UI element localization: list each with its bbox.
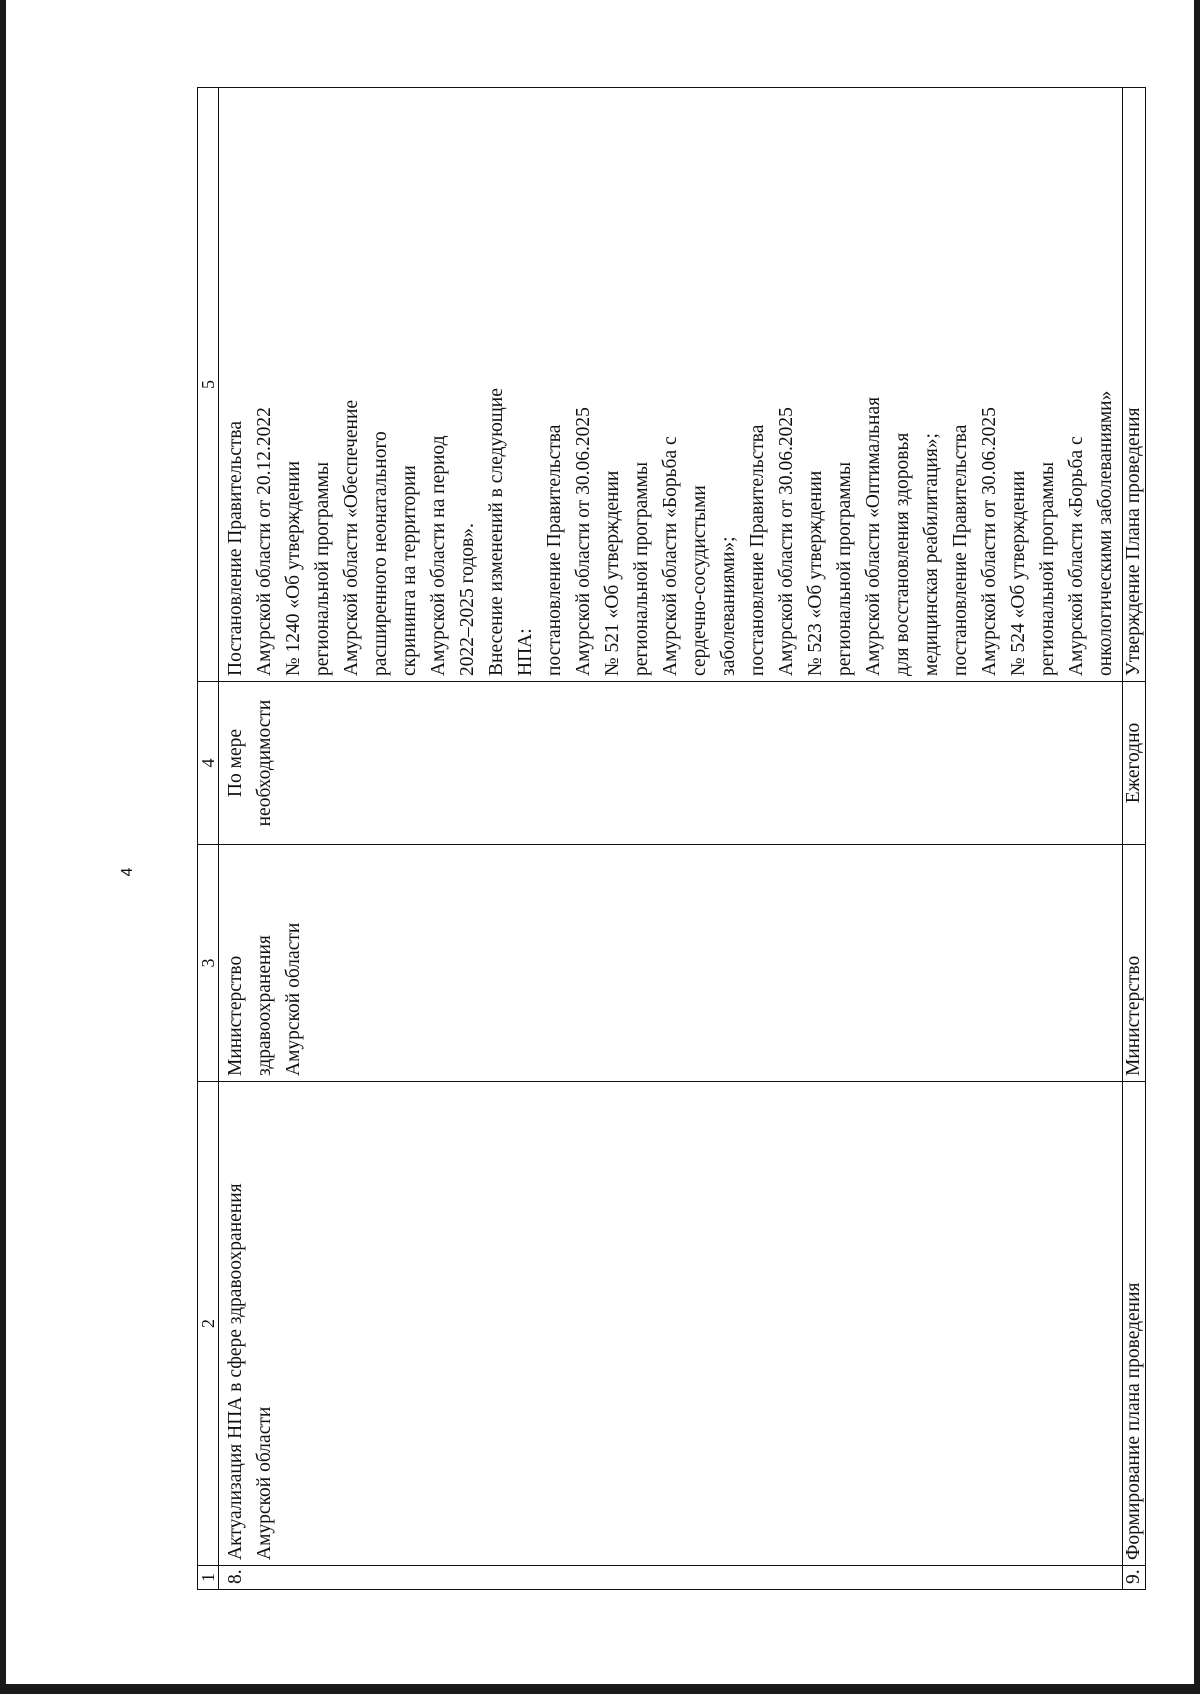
result-line: сердечно-сосудистыми	[689, 485, 710, 676]
header-cell-2: 2	[198, 1082, 219, 1566]
executor-line: здравоохранения	[254, 935, 275, 1076]
scan-edge-left	[0, 0, 6, 1694]
result-line: Амурской области от 30.06.2025	[573, 407, 594, 676]
result-line: № 523 «Об утверждении	[805, 470, 826, 676]
result-line: региональной программы	[631, 461, 652, 676]
header-cell-3: 3	[198, 845, 219, 1082]
result-line: Амурской области от 20.12.2022	[254, 407, 275, 676]
result-line: онкологическими заболеваниями»	[1095, 390, 1116, 676]
result-line: Амурской области «Оптимальная	[863, 396, 884, 676]
result-line: Амурской области «Борьба с	[1066, 436, 1087, 676]
result-line: региональной программы	[834, 461, 855, 676]
executor-line: Министерство	[225, 955, 246, 1076]
activity-cell: Формирование плана проведения	[1123, 1082, 1146, 1566]
executor-line: Амурской области	[283, 922, 304, 1076]
result-line: Постановление Правительства	[225, 420, 246, 676]
executor-cell	[219, 845, 1123, 1082]
table-header-row	[198, 88, 219, 1590]
table-row	[219, 88, 1123, 1590]
header-cell-1: 1	[198, 1566, 219, 1590]
executor-cell: Министерство	[1123, 845, 1146, 1082]
row-number: 8.	[219, 1566, 1123, 1590]
result-line: региональной программы	[312, 461, 333, 676]
scan-edge-bottom	[0, 1684, 1200, 1694]
result-line: Амурской области от 30.06.2025	[979, 407, 1000, 676]
row-number: 9.	[1123, 1566, 1146, 1590]
deadline-line: По мере	[225, 728, 246, 798]
result-line: постановление Правительства	[747, 424, 768, 676]
result-line: № 524 «Об утверждении	[1008, 470, 1029, 676]
result-line: 2022–2025 годов».	[457, 523, 478, 676]
scan-edge-right	[1194, 0, 1200, 1694]
result-line: скрининга на территории	[399, 465, 420, 676]
table-row	[1123, 88, 1146, 1590]
result-line: для восстановления здоровья	[892, 432, 913, 676]
result-line: Внесение изменений в следующие	[486, 388, 507, 676]
activity-line: Амурской области	[254, 1406, 275, 1560]
result-line: НПА:	[515, 628, 536, 676]
result-line: № 521 «Об утверждении	[602, 470, 623, 676]
header-cell-4: 4	[198, 682, 219, 845]
result-line: № 1240 «Об утверждении	[283, 460, 304, 676]
result-cell	[219, 88, 1123, 682]
result-line: Амурской области «Обеспечение	[341, 399, 362, 676]
header-cell-5: 5	[198, 88, 219, 682]
result-line: расширенного неонатального	[370, 431, 391, 676]
table-rotator	[197, 88, 1144, 1590]
plan-table	[197, 87, 1146, 1590]
deadline-cell	[219, 682, 1123, 845]
result-line: Амурской области «Борьба с	[660, 436, 681, 676]
page-number: 4	[119, 867, 136, 877]
result-line: региональной программы	[1037, 461, 1058, 676]
activity-cell	[219, 1082, 1123, 1566]
deadline-cell: Ежегодно	[1123, 682, 1146, 845]
deadline-line: необходимости	[254, 699, 275, 827]
result-line: Амурской области от 30.06.2025	[776, 407, 797, 676]
result-cell: Утверждение Плана проведения	[1123, 88, 1146, 682]
result-line: заболеваниями»;	[718, 536, 739, 676]
result-line: постановление Правительства	[950, 424, 971, 676]
result-line: постановление Правительства	[544, 424, 565, 676]
result-line: медицинская реабилитация»;	[921, 433, 942, 676]
result-line: Амурской области на период	[428, 435, 449, 676]
activity-line: Актуализация НПА в сфере здравоохранения	[225, 1183, 246, 1560]
